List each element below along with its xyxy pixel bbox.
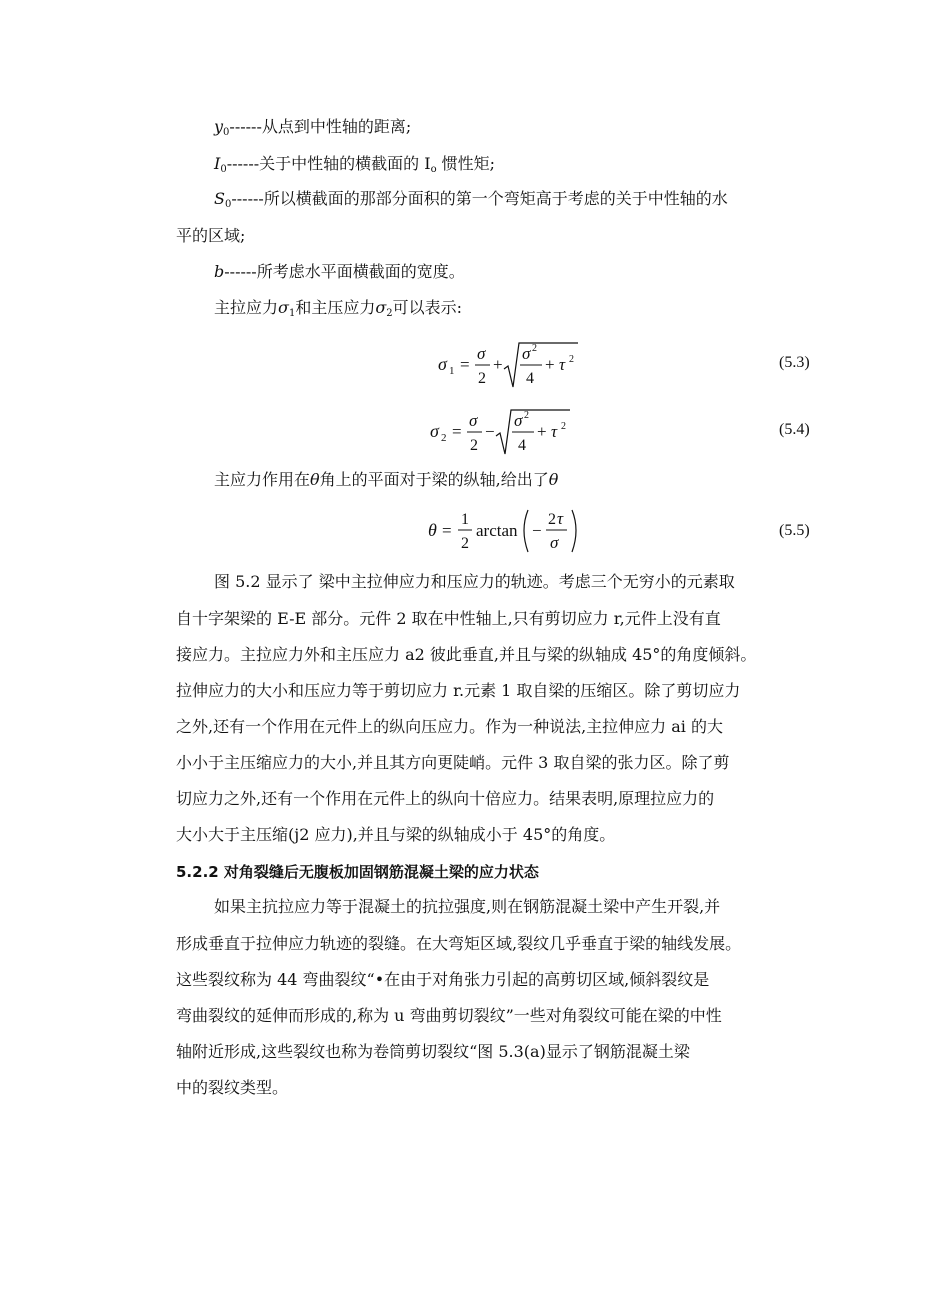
svg-text:σ: σ bbox=[550, 533, 559, 552]
svg-text:σ: σ bbox=[438, 354, 447, 374]
equation-number-5-4: (5.4) bbox=[779, 421, 810, 438]
svg-text:=: = bbox=[442, 521, 452, 540]
equation-5-5 bbox=[424, 502, 594, 560]
svg-text:+: + bbox=[537, 422, 547, 441]
svg-text:1: 1 bbox=[449, 365, 455, 377]
equation-5-3 bbox=[430, 335, 600, 395]
svg-text:arctan: arctan bbox=[476, 521, 518, 540]
svg-text:1: 1 bbox=[461, 511, 469, 528]
paragraph-2-line: 弯曲裂纹的延伸而形成的,称为 u 弯曲剪切裂纹”一些对角裂纹可能在梁的中性 bbox=[176, 1006, 722, 1025]
equation-number-5-5: (5.5) bbox=[779, 522, 810, 539]
svg-text:σ: σ bbox=[522, 344, 531, 363]
definition-s0: $S_0------$所以横截面的那部分面积的第一个弯矩高于考虑的关于中性轴的水 bbox=[214, 189, 728, 210]
svg-text:2: 2 bbox=[524, 410, 529, 421]
svg-text:2: 2 bbox=[569, 354, 574, 365]
paragraph-2-line: 如果主抗拉应力等于混凝土的抗拉强度,则在钢筋混凝土梁中产生开裂,并 bbox=[214, 897, 721, 916]
svg-text:σ: σ bbox=[514, 411, 523, 430]
theta-intro: 主应力作用在θ角上的平面对于梁的纵轴,给出了θ bbox=[214, 470, 559, 489]
svg-text:2: 2 bbox=[461, 535, 469, 552]
paragraph-2-line: 中的裂纹类型。 bbox=[176, 1078, 289, 1097]
svg-text:τ: τ bbox=[557, 509, 564, 528]
equation-number-5-3: (5.3) bbox=[779, 354, 810, 371]
svg-text:2: 2 bbox=[532, 343, 537, 354]
svg-text:−: − bbox=[485, 422, 495, 441]
svg-text:2: 2 bbox=[561, 421, 566, 432]
paragraph-1-line: 自十字架梁的 E-E 部分。元件 2 取在中性轴上,只有剪切应力 r,元件上没有直 bbox=[176, 609, 721, 628]
svg-text:θ: θ bbox=[428, 520, 437, 540]
svg-text:2: 2 bbox=[441, 432, 447, 444]
paragraph-1-line: 拉伸应力的大小和压应力等于剪切应力 r.元素 1 取自梁的压缩区。除了剪切应力 bbox=[176, 681, 741, 700]
paragraph-1-line: 大小大于主压缩(j2 应力),并且与梁的纵轴成小于 45°的角度。 bbox=[176, 825, 616, 844]
svg-text:+: + bbox=[493, 355, 503, 374]
definition-i0: $I_0------$关于中性轴的横截面的 $I_o$ 惯性矩; bbox=[214, 154, 496, 175]
svg-text:τ: τ bbox=[551, 422, 558, 441]
svg-text:2: 2 bbox=[548, 511, 556, 528]
svg-text:−: − bbox=[532, 521, 542, 540]
svg-text:4: 4 bbox=[526, 370, 534, 387]
svg-text:σ: σ bbox=[469, 411, 478, 430]
definition-s0-continuation: 平的区域; bbox=[176, 226, 246, 245]
section-heading: 5.2.2 对角裂缝后无腹板加固钢筋混凝土梁的应力状态 bbox=[176, 863, 539, 881]
paragraph-1-line: 接应力。主拉应力外和主压应力 a2 彼此垂直,并且与梁的纵轴成 45°的角度倾斜。 bbox=[176, 645, 757, 664]
svg-text:τ: τ bbox=[559, 355, 566, 374]
paragraph-2-line: 这些裂纹称为 44 弯曲裂纹“•在由于对角张力引起的高剪切区域,倾斜裂纹是 bbox=[176, 970, 710, 989]
svg-text:4: 4 bbox=[518, 437, 526, 454]
svg-text:2: 2 bbox=[478, 370, 486, 387]
svg-text:+: + bbox=[545, 355, 555, 374]
svg-text:σ: σ bbox=[477, 344, 486, 363]
equation-5-4 bbox=[422, 402, 592, 462]
paragraph-1-line: 之外,还有一个作用在元件上的纵向压应力。作为一种说法,主拉伸应力 ai 的大 bbox=[176, 717, 724, 736]
svg-text:=: = bbox=[452, 422, 462, 441]
principal-stress-intro: 主拉应力$\sigma_1$和主压应力$\sigma_2$可以表示: bbox=[214, 298, 463, 319]
svg-text:2: 2 bbox=[470, 437, 478, 454]
definition-y0: $y_0------$从点到中性轴的距离; bbox=[214, 117, 412, 138]
svg-text:σ: σ bbox=[430, 421, 439, 441]
svg-text:=: = bbox=[460, 355, 470, 374]
definition-b: b------所考虑水平面横截面的宽度。 bbox=[214, 262, 465, 281]
paragraph-1-line: 切应力之外,还有一个作用在元件上的纵向十倍应力。结果表明,原理拉应力的 bbox=[176, 789, 715, 808]
paragraph-2-line: 轴附近形成,这些裂纹也称为卷筒剪切裂纹“图 5.3(a)显示了钢筋混凝土梁 bbox=[176, 1042, 690, 1061]
paragraph-1-line: 小小于主压缩应力的大小,并且其方向更陡峭。元件 3 取自梁的张力区。除了剪 bbox=[176, 753, 730, 772]
paragraph-1-line: 图 5.2 显示了 梁中主拉伸应力和压应力的轨迹。考虑三个无穷小的元素取 bbox=[214, 572, 735, 591]
paragraph-2-line: 形成垂直于拉伸应力轨迹的裂缝。在大弯矩区域,裂纹几乎垂直于梁的轴线发展。 bbox=[176, 934, 742, 953]
